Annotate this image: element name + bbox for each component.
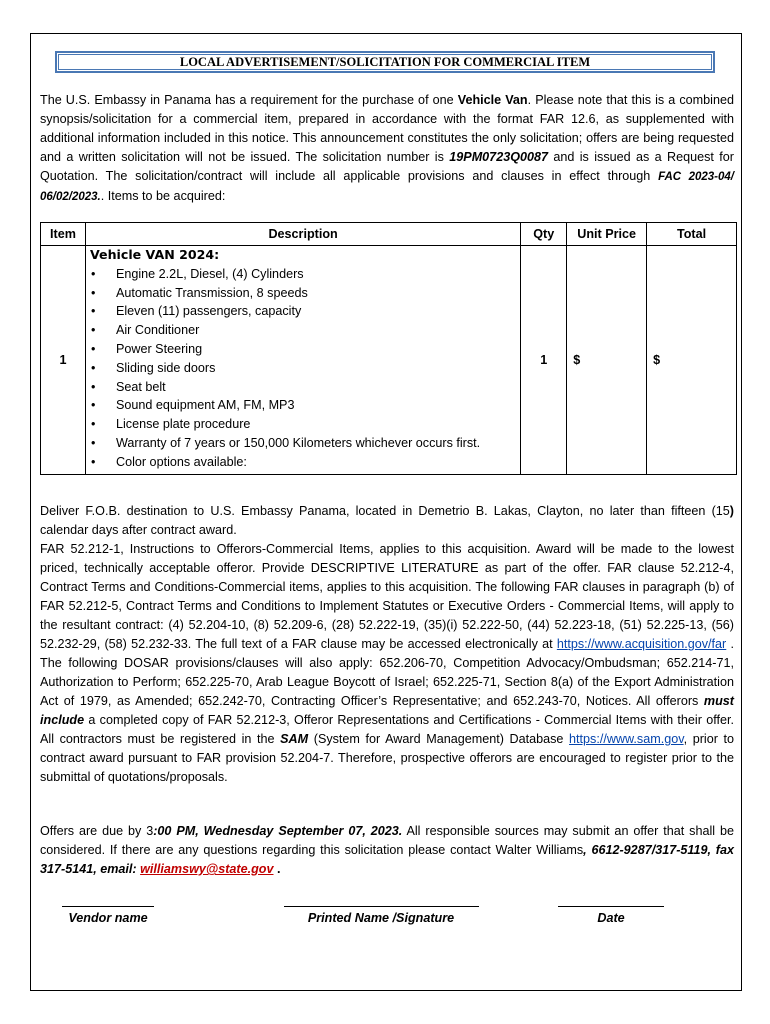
offers-paragraph <box>40 822 734 879</box>
printed-name-signature-block <box>281 906 481 925</box>
vendor-signature-line <box>62 906 154 907</box>
contact-details: , 6612-9287/317-5119, fax 317-5141, email: <box>40 843 735 876</box>
feature-item: • Power Steering <box>116 340 516 359</box>
far-clauses-text: FAR 52.212-1, Instructions to Offerors-Commercial Items, applies to this acquisition. Award will be made to the lowest priced, technically acceptable offeror. Provide DESCRIPTIVE LITERATURE as part of the offer. FAR clause 52.212-4, Contract Terms and Conditions-Commercial items, applies to this acquisition. The following FAR clauses in paragraph (b) of FAR 52.212-5, Contract Terms and Conditions to Implement Statutes or Executive Orders - Commercial Items, will apply to the resultant contract: (4) 52.204-10, (8) 52.209-6, (28) 52.222-19, (35)(i) 52.222-50, (44) 52.223-18, (51) 52.225-13, (56) 52.232-29, (58) 52.232-33. The full text of a FAR clause may be accessed electronically at <box>40 542 734 651</box>
intro-paragraph <box>40 91 734 207</box>
acquisition-far-link[interactable]: https://www.acquisition.gov/far <box>556 637 727 651</box>
date-signature-block <box>556 906 666 925</box>
vehicle-van-label: Vehicle Van <box>457 93 528 107</box>
closing-text: , prior to contract award pursuant to FAR provision 52.204-7. Therefore, prospective offerors are encouraged to register prior to the submittal of quotations/proposals. <box>40 732 734 784</box>
delivery-text: Deliver F.O.B. destination to U.S. Embassy Panama, located in Demetrio B. Lakas, Clayton, no later than fifteen (15 <box>40 504 730 518</box>
document-heading: LOCAL ADVERTISEMENT/SOLICITATION FOR COMMERCIAL ITEM <box>58 54 712 70</box>
document-heading-box <box>55 51 715 73</box>
header-unit-price: Unit Price <box>567 223 647 246</box>
feature-item: • Sliding side doors <box>116 359 516 378</box>
dosar-text: . The following DOSAR provisions/clauses will also apply: 652.206-70, Competition Advocacy/Ombudsman; 652.214-71, Authorization to Perform; 652.225-70, Arab League Boycott of Israel; 652.225-71, Section 8(a) of the Export Administration Act of 1979, as Amended; 652.242-70, Contracting Officer’s Representative; and 652.243-70, Notices. All offerors <box>40 637 734 708</box>
header-item: Item <box>41 223 86 246</box>
terms-paragraph <box>40 502 734 787</box>
printed-name-label: Printed Name /Signature <box>307 911 455 925</box>
feature-item: • License plate procedure <box>116 415 516 434</box>
item-description <box>85 246 520 475</box>
document-page <box>30 33 742 991</box>
item-number: 1 <box>41 246 86 475</box>
feature-item: • Eleven (11) passengers, capacity <box>116 302 516 321</box>
contact-email-link[interactable]: williamswy@state.gov <box>140 862 274 876</box>
item-qty: 1 <box>521 246 567 475</box>
feature-item: • Warranty of 7 years or 150,000 Kilometers whichever occurs first. <box>116 434 516 453</box>
date-signature-line <box>558 906 664 907</box>
vendor-signature-block <box>58 906 158 925</box>
feature-list <box>90 265 516 472</box>
items-table <box>40 222 737 475</box>
sam-link[interactable]: https://www.sam.gov <box>569 732 684 746</box>
offers-text-1: Offers are due by 3 <box>40 824 154 838</box>
offers-due-date: :00 PM, Wednesday September 07, 2023. <box>153 824 403 838</box>
sam-label: SAM <box>280 732 309 746</box>
printed-signature-line <box>284 906 479 907</box>
feature-item: • Automatic Transmission, 8 speeds <box>116 284 516 303</box>
intro-text-3: and is issued as a Request for Quotation. The solicitation/contract will include all applicable provisions and clauses in effect through <box>40 150 734 183</box>
table-row <box>41 246 737 475</box>
delivery-paren: ) <box>729 504 734 518</box>
offers-end: . <box>273 862 281 876</box>
intro-text-4: . Items to be acquired: <box>100 189 226 203</box>
must-include-emphasis: must include <box>40 694 734 727</box>
delivery-text-2: calendar days after contract award. <box>40 523 237 537</box>
feature-item: • Air Conditioner <box>116 321 516 340</box>
sam-description: (System for Award Management) Database <box>308 732 570 746</box>
header-description: Description <box>85 223 520 246</box>
table-header-row <box>41 223 737 246</box>
intro-text-1: The U.S. Embassy in Panama has a requirement for the purchase of one <box>40 93 458 107</box>
offers-text-2: All responsible sources may submit an offer that shall be considered. If there are any questions regarding this solicitation please contact Walter Williams <box>40 824 734 857</box>
header-total: Total <box>647 223 737 246</box>
feature-item: • Color options available: <box>116 453 516 472</box>
vendor-name-label: Vendor name <box>68 911 148 925</box>
header-qty: Qty <box>521 223 567 246</box>
feature-item: • Seat belt <box>116 378 516 397</box>
item-total: $ <box>647 246 737 475</box>
solicitation-number: 19PM0723Q0087 <box>449 150 549 164</box>
representations-text: a completed copy of FAR 52.212-3, Offeror Representations and Certifications - Commercial Items with their offer. All contractors must be registered in the <box>40 713 734 746</box>
date-label: Date <box>597 911 625 925</box>
item-unit-price: $ <box>567 246 647 475</box>
feature-item: • Sound equipment AM, FM, MP3 <box>116 396 516 415</box>
item-title: Vehicle VAN 2024: <box>89 247 220 262</box>
feature-item: • Engine 2.2L, Diesel, (4) Cylinders <box>116 265 516 284</box>
intro-text-2: . Please note that this is a combined synopsis/solicitation for a commercial item, prepared in accordance with the format FAR 12.6, as supplemented with additional information included in this notice. This announcement constitutes the only solicitation; offers are being requested and a written solicitation will not be issued. The solicitation number is <box>40 93 734 164</box>
fac-reference: FAC 2023-04/ 06/02/2023. <box>40 171 734 203</box>
